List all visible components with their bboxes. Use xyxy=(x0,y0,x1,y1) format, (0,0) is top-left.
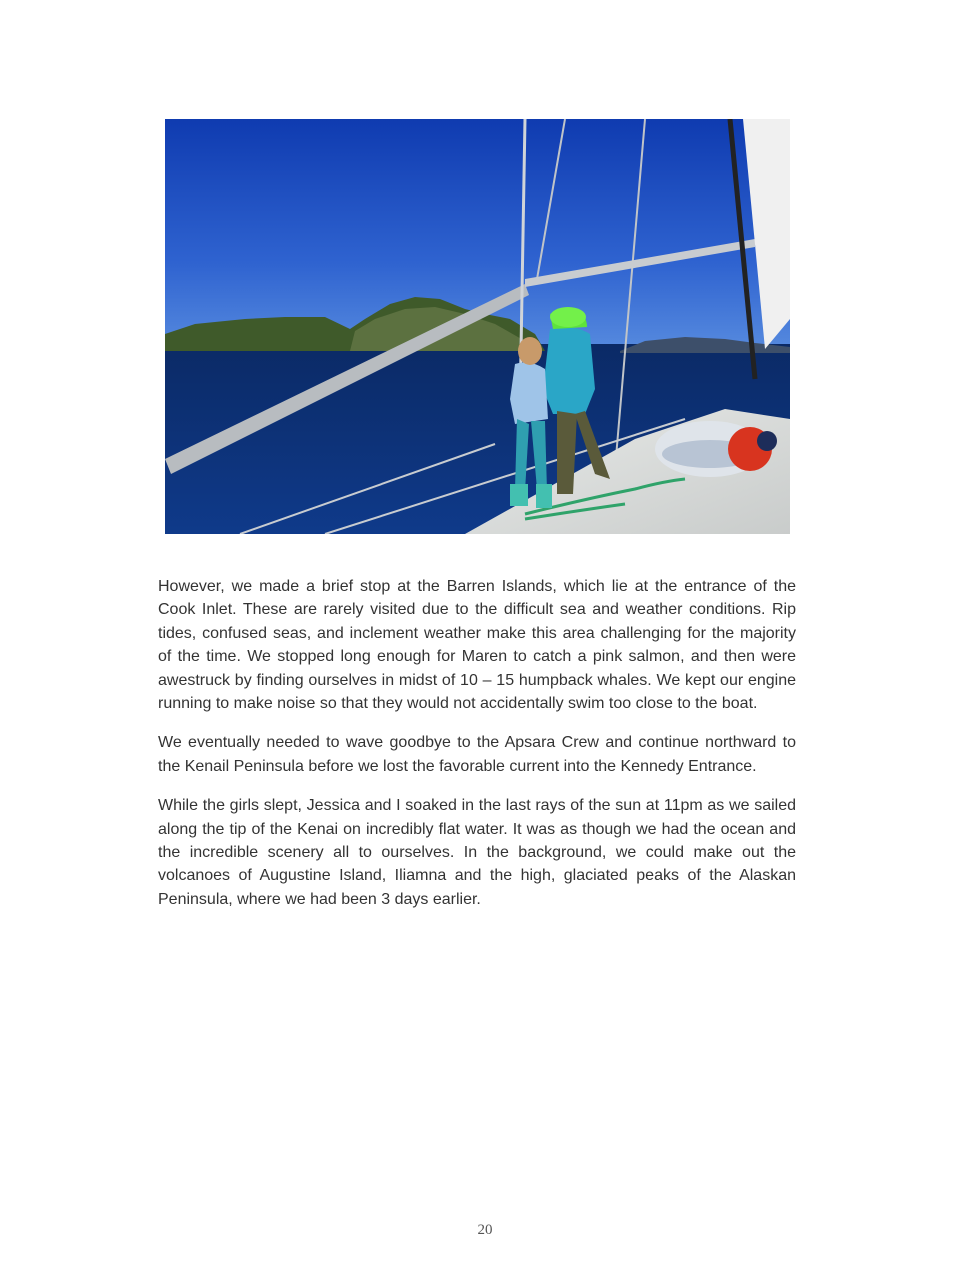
paragraph-kenai-peninsula: We eventually needed to wave goodbye to the Apsara Crew and continue northward to the Kenail Peninsula before we lost the favorable current into the Kennedy Entrance. xyxy=(158,734,796,775)
paragraph-barren-islands: However, we made a brief stop at the Barren Islands, which lie at the entrance of the Cook Inlet. These are rarely visited due to the difficult sea and weather conditions. Rip tides, confused seas, and inclement weather make this area challenging for the majority of the time. We stopped long enough for Maren to catch a pink salmon, and then were awestruck by finding ourselves in midst of 10 – 15 humpback whales. We kept our engine running to make noise so that they would not accidentally swim too close to the boat. xyxy=(158,578,796,713)
sailboat-photo xyxy=(165,119,790,534)
body-text xyxy=(158,575,796,927)
paragraph-last-rays: While the girls slept, Jessica and I soaked in the last rays of the sun at 11pm as we sailed along the tip of the Kenai on incredibly flat water. It was as though we had the ocean and the incredible scenery all to ourselves. In the background, we could make out the volcanoes of Augustine Island, Iliamna and the high, glaciated peaks of the Alaskan Peninsula, where we had been 3 days earlier. xyxy=(158,797,796,908)
page-number: 20 xyxy=(477,1222,493,1238)
